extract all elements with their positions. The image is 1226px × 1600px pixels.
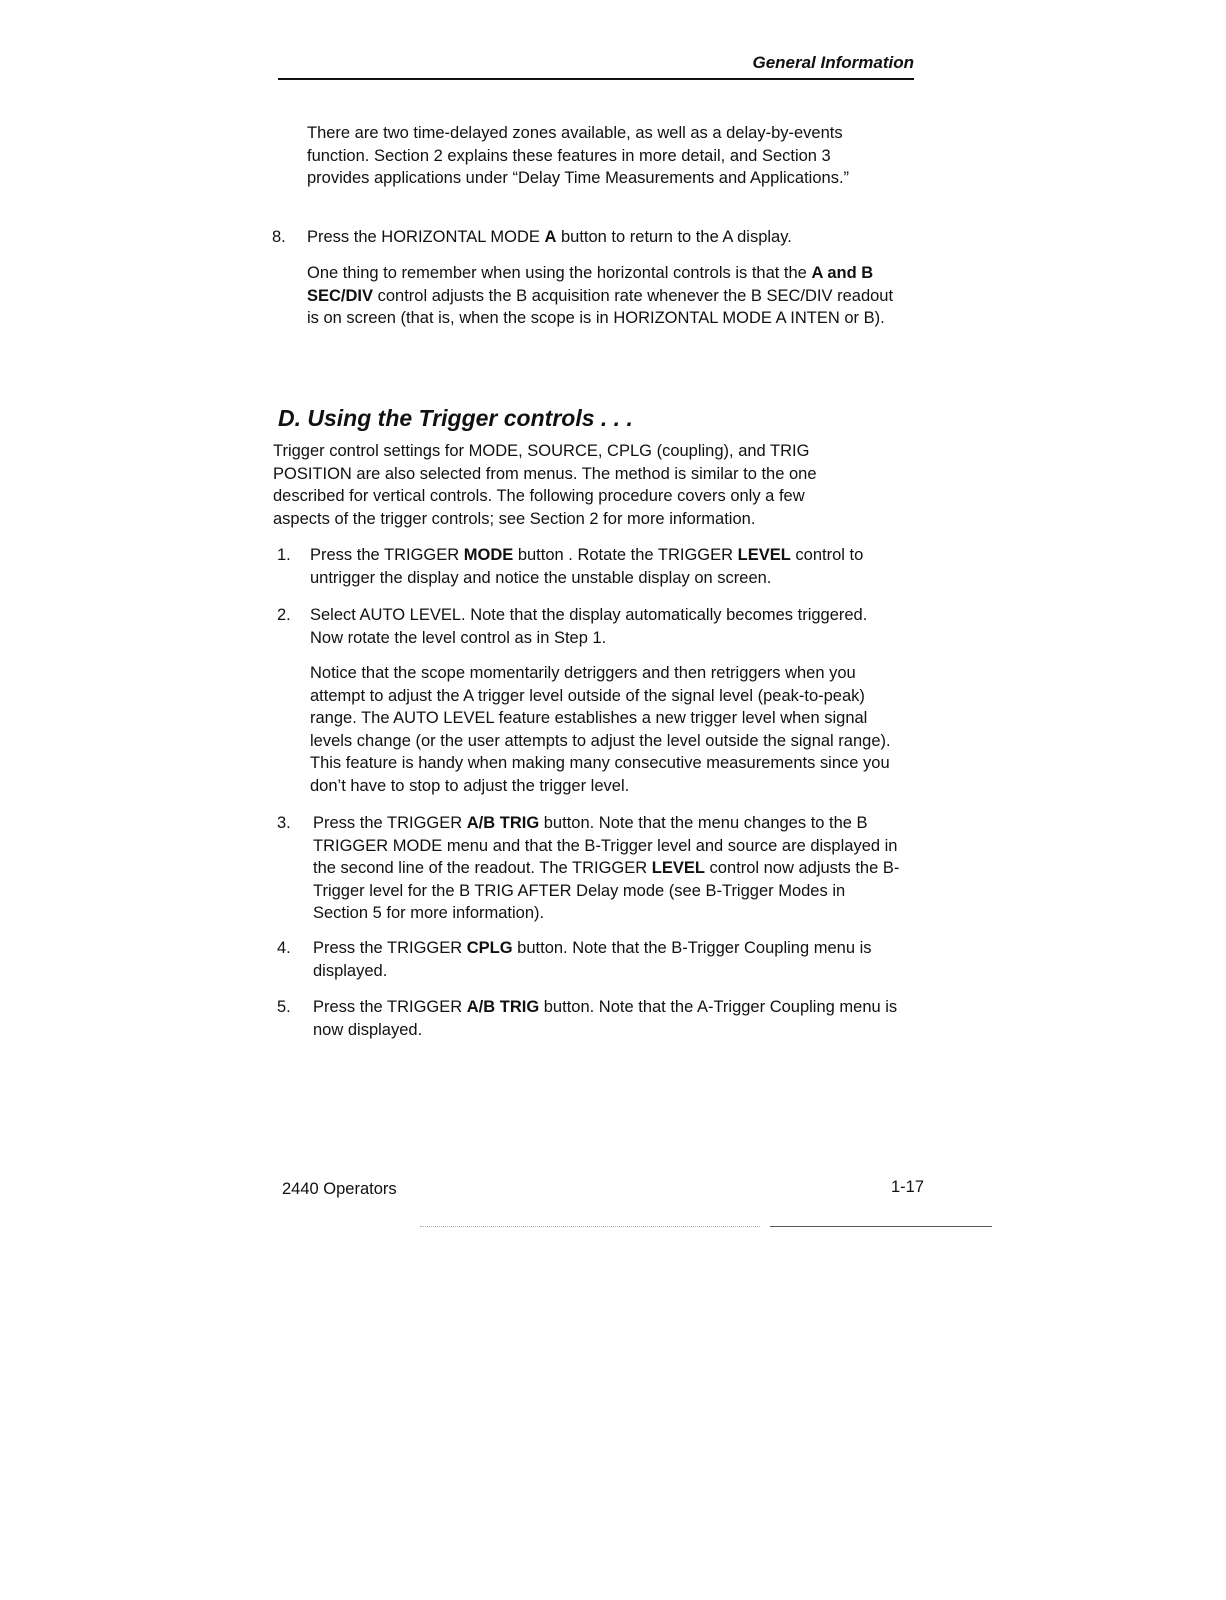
step-1-text	[310, 544, 900, 589]
step-1-a: Press the TRIGGER	[310, 546, 464, 564]
step-5-c: button. Note that the A-Trigger Coupling menu is now displayed.	[313, 998, 898, 1039]
step-3-number: 3.	[277, 814, 291, 832]
step-8-text-post: button to return to the A display.	[556, 228, 792, 246]
section-intro: Trigger control settings for MODE, SOURCE, CPLG (coupling), and TRIG POSITION are also selected from menus. The method is similar to the one described for vertical controls. The following procedure covers only a few aspects of the trigger controls; see Section 2 for more information.	[273, 442, 817, 528]
step-3-text	[313, 812, 903, 925]
step-5-text	[313, 996, 903, 1041]
step-8-text-pre: Press the HORIZONTAL MODE	[307, 228, 545, 246]
step-8-note-pre: One thing to remember when using the horizontal controls is that the	[307, 264, 812, 282]
header-rule	[278, 78, 914, 80]
step-5-b: A/B TRIG	[466, 998, 540, 1016]
step-3-c: button. Note that the menu changes to the B TRIGGER MODE menu and that the B-Trigger level and source are displayed in the second line of the readout. The TRIGGER	[313, 814, 898, 877]
intro-paragraph: There are two time-delayed zones available, as well as a delay-by-events function. Section 2 explains these features in more detail, and Section 3 provides applications under “Delay Time Measurements and Applications.”	[307, 124, 850, 187]
step-5-a: Press the TRIGGER	[313, 998, 467, 1016]
scan-artifact-rule	[770, 1226, 992, 1227]
step-8-number: 8.	[272, 228, 286, 246]
step-1-number: 1.	[277, 546, 291, 564]
step-4-c: button. Note that the B-Trigger Coupling menu is displayed.	[313, 939, 872, 980]
step-1-e: control to untrigger the display and notice the unstable display on screen.	[310, 546, 864, 587]
footer-page-number: 1-17	[890, 1178, 924, 1196]
step-1-d: LEVEL	[737, 546, 791, 564]
step-3-e: control now adjusts the B-Trigger level for the B TRIG AFTER Delay mode (see B-Trigger Modes in Section 5 for more information).	[313, 859, 900, 922]
scan-artifact-dots	[420, 1226, 760, 1228]
step-8-note-post: control adjusts the B acquisition rate whenever the B SEC/DIV readout is on screen (that is, when the scope is in HORIZONTAL MODE A INTEN or B).	[307, 286, 894, 327]
step-2-note: Notice that the scope momentarily detriggers and then retriggers when you attempt to adjust the A trigger level outside of the signal level (peak-to-peak) range. The AUTO LEVEL feature establishes a new trigger level when signal levels change (or the user attempts to adjust the level outside the signal range). This feature is handy when making many consecutive measurements since you don’t have to stop to adjust the trigger level.	[310, 664, 891, 795]
step-8-text	[307, 226, 897, 249]
step-8-text-bold: A	[544, 228, 557, 246]
section-title: D. Using the Trigger controls . . .	[278, 405, 633, 431]
step-4-b: CPLG	[466, 939, 513, 957]
step-4-text	[313, 937, 913, 982]
step-1-b: MODE	[463, 546, 514, 564]
step-5-number: 5.	[277, 998, 291, 1016]
step-1-c: button . Rotate the TRIGGER	[513, 546, 738, 564]
step-4-a: Press the TRIGGER	[313, 939, 467, 957]
step-3-b: A/B TRIG	[466, 814, 540, 832]
step-8-note	[307, 262, 897, 330]
step-3-d: LEVEL	[651, 859, 705, 877]
step-2-number: 2.	[277, 606, 291, 624]
step-2-text: Select AUTO LEVEL. Note that the display automatically becomes triggered. Now rotate the level control as in Step 1.	[310, 606, 868, 647]
step-4-number: 4.	[277, 939, 291, 957]
step-3-a: Press the TRIGGER	[313, 814, 467, 832]
running-header: General Information	[752, 53, 914, 72]
footer-manual-title: 2440 Operators	[282, 1180, 397, 1198]
step-8-note-bold: A and B SEC/DIV	[307, 264, 874, 305]
